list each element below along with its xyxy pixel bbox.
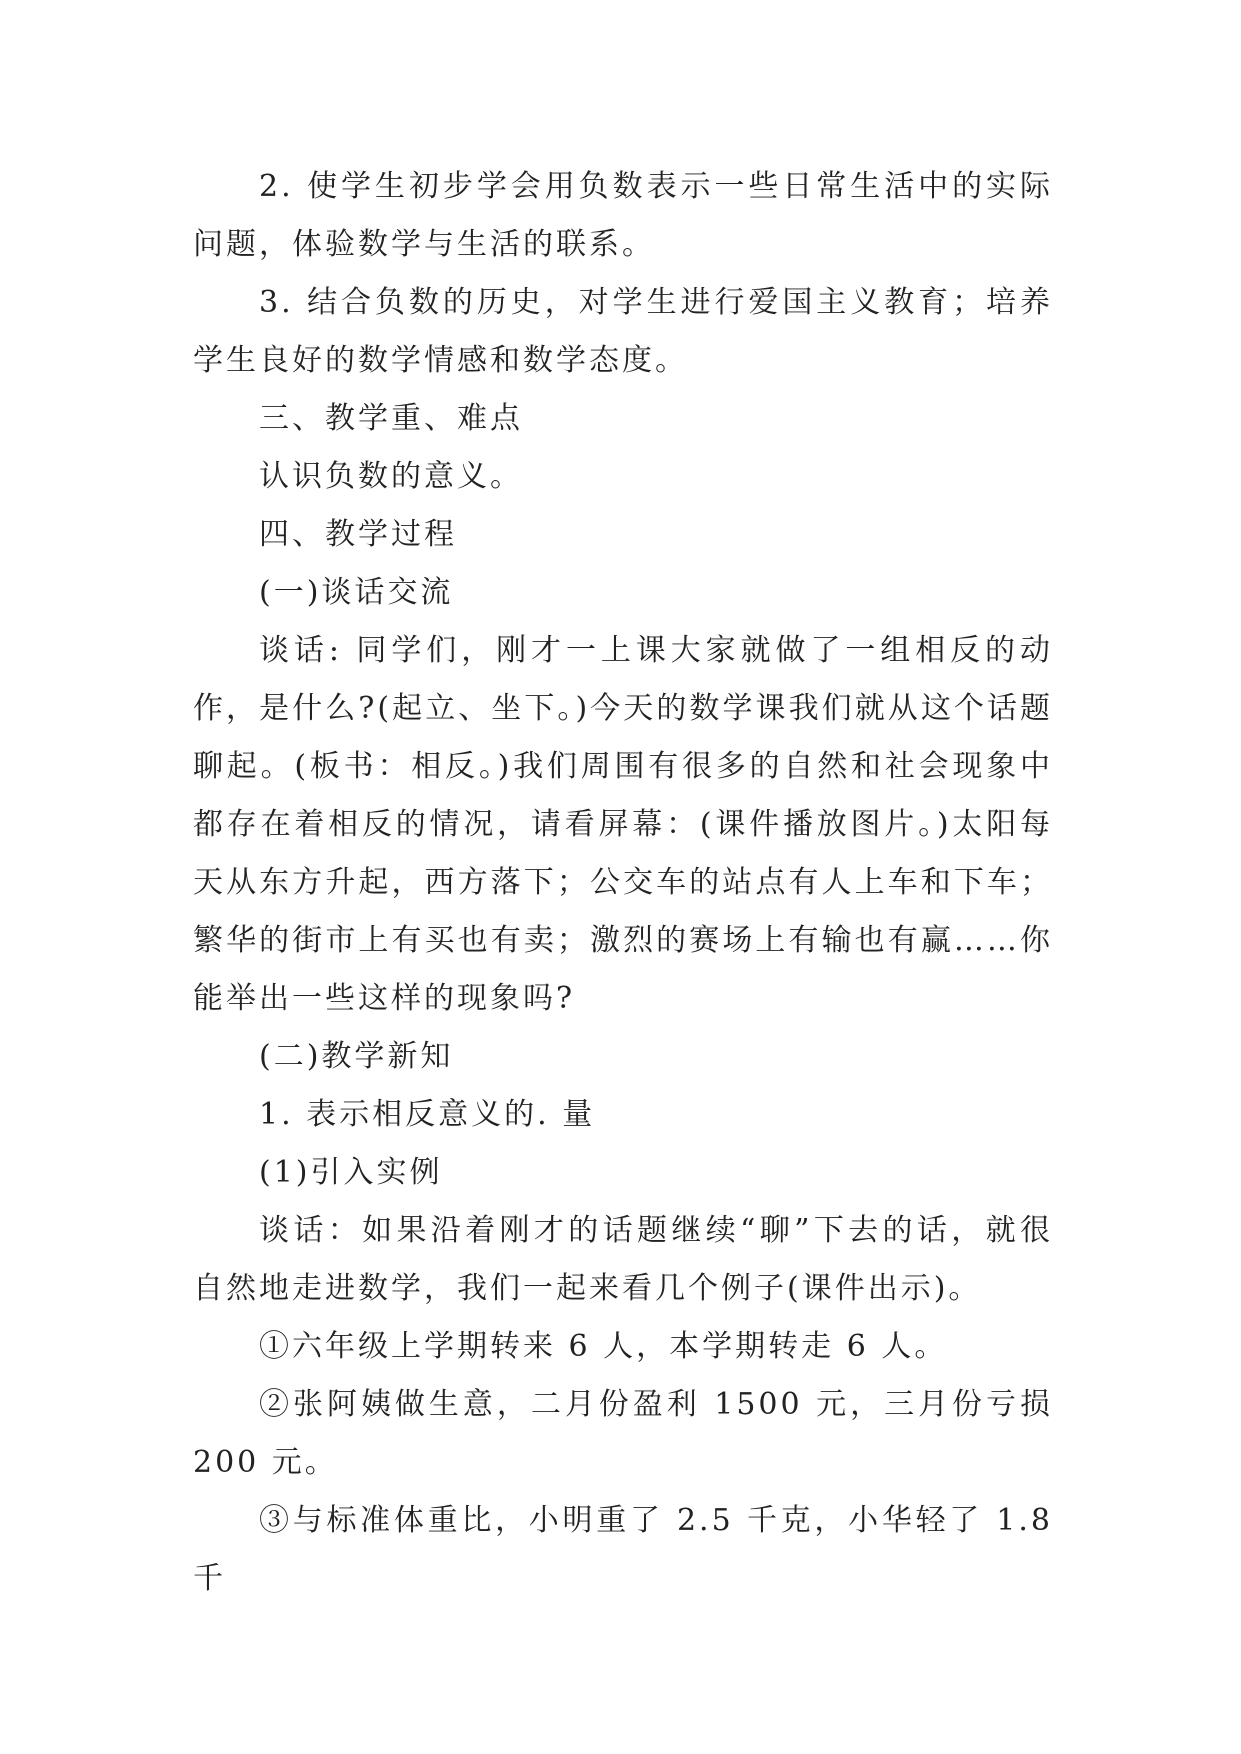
subheading-opposite-quantities: 1. 表示相反意义的. 量	[259, 1097, 596, 1132]
paragraph-key-point: 认识负数的意义。	[259, 459, 523, 494]
example-item-3: ③与标准体重比，小明重了 2.5 千克，小华轻了 1.8 千	[193, 1503, 1053, 1596]
example-item-1: ①六年级上学期转来 6 人，本学期转走 6 人。	[259, 1329, 948, 1364]
document-body	[193, 158, 1053, 1608]
heading-key-points: 三、教学重、难点	[259, 401, 523, 436]
subheading-conversation: (一)谈话交流	[259, 575, 454, 610]
paragraph-examples-intro: 谈话：如果沿着刚才的话题继续“聊”下去的话，就很自然地走进数学，我们一起来看几个例子(课件出示)。	[193, 1213, 1053, 1306]
example-item-2: ②张阿姨做生意，二月份盈利 1500 元，三月份亏损 200 元。	[193, 1387, 1053, 1480]
paragraph-conversation: 谈话: 同学们，刚才一上课大家就做了一组相反的动作，是什么?(起立、坐下。)今天的数学课我们就从这个话题聊起。(板书：相反。)我们周围有很多的自然和社会现象中都存在着相反的情况，请看屏幕：(课件播放图片。)太阳每天从东方升起，西方落下；公交车的站点有人上车和下车；繁华的街市上有买也有卖；激烈的赛场上有输也有赢……你能举出一些这样的现象吗?	[193, 633, 1053, 1016]
subheading-new-knowledge: (二)教学新知	[259, 1039, 454, 1074]
paragraph-objective-2: 2. 使学生初步学会用负数表示一些日常生活中的实际问题，体验数学与生活的联系。	[193, 169, 1053, 262]
paragraph-objective-3: 3. 结合负数的历史，对学生进行爱国主义教育；培养学生良好的数学情感和数学态度。	[193, 285, 1053, 378]
heading-teaching-process: 四、教学过程	[259, 517, 457, 552]
subheading-examples: (1)引入实例	[259, 1155, 443, 1190]
